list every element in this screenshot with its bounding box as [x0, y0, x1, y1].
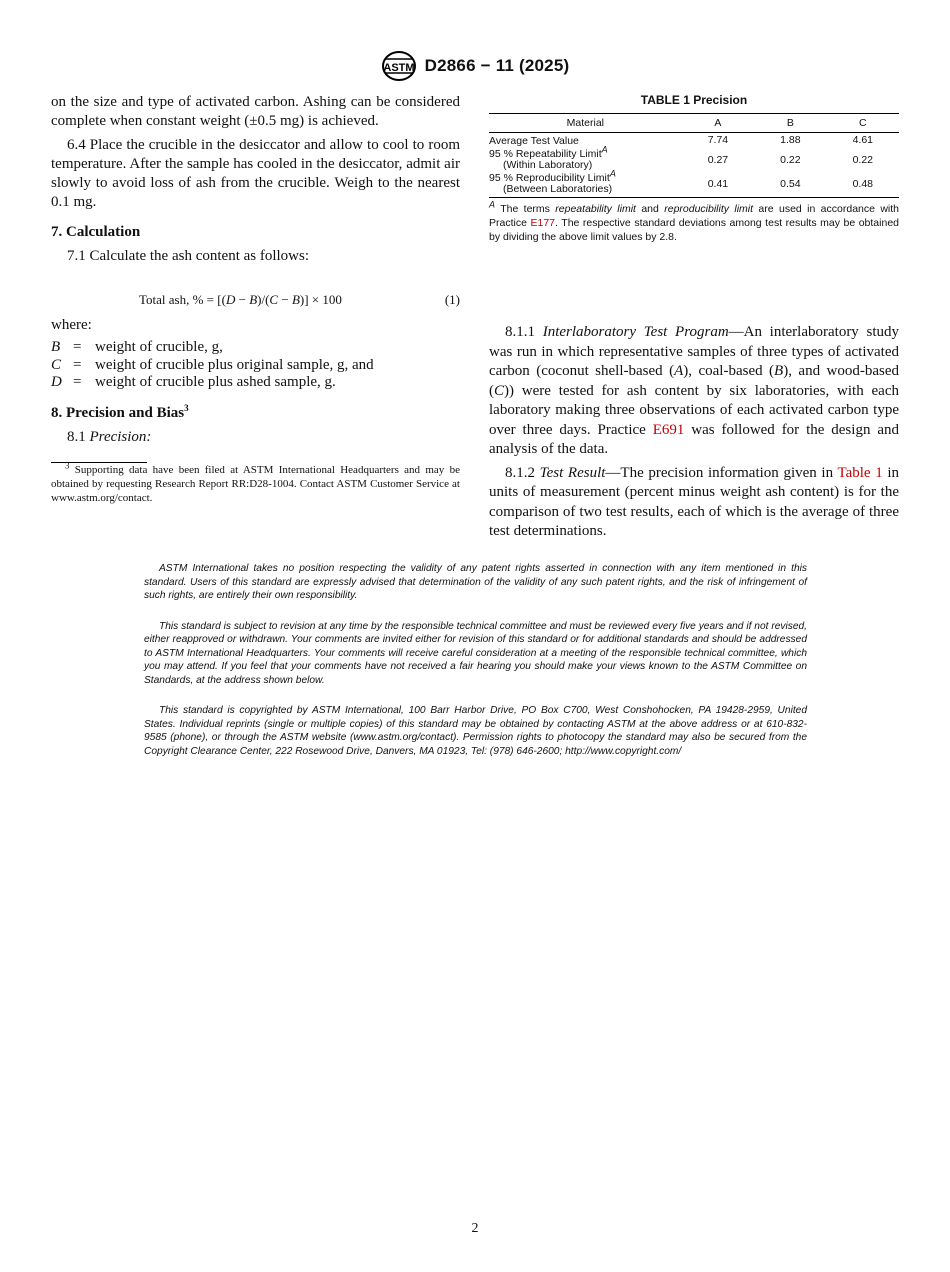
table-1-link[interactable]: Table 1 [837, 464, 883, 481]
table-header: C [827, 114, 899, 133]
copyright-notice: This standard is copyrighted by ASTM International, 100 Barr Harbor Drive, PO Box C700, West Conshohocken, PA 19428-2959, United States. Individual reprints (single or multiple copies) of this standard may be obtained by contacting ASTM at the above address or at 610-832-9585 (phone), or through the ASTM website (www.astm.org/contact). Permission rights to photocopy the standard may also be secured from the Copyright Clearance Center, 222 Rosewood Drive, Danvers, MA 01923, Tel: (978) 646-2600; http://www.copyright.com/ [144, 705, 807, 757]
astm-logo-icon [381, 50, 417, 82]
patent-notice: ASTM International takes no position respecting the validity of any patent rights asserted in connection with any item mentioned in this standard. Users of this standard are expressly advised that determination of the validity of any such patent rights, and the risk of infringement of such rights, are entirely their own responsibility. [144, 563, 807, 601]
document-id: D2866 − 11 (2025) [424, 56, 570, 75]
where-label: where: [51, 317, 92, 333]
left-column [51, 93, 460, 505]
table-header: B [754, 114, 826, 133]
table-row [489, 172, 899, 198]
definition-d: D = weight of crucible plus ashed sample, g. [51, 374, 336, 390]
definition-b: B = weight of crucible, g, [51, 339, 223, 355]
table-title: TABLE 1 Precision [640, 93, 748, 107]
paragraph-6-4: 6.4 Place the crucible in the desiccator and allow to cool to room temperature. After the sample has cooled in the desiccator, admit air slowly to avoid loss of ash from the crucible. Weigh to the nearest 0.1 mg. [51, 137, 460, 210]
e177-link[interactable]: E177 [530, 217, 556, 229]
table-footnote: $^A$ The terms repeatability limit and reproducibility limit are used in accordance with Practice E177. The respective standard deviations among test results may be obtained by dividing the above limit values by 2.8. [489, 199, 900, 243]
table-row [489, 148, 899, 172]
right-column-text [489, 323, 899, 546]
variable-definitions [51, 339, 460, 392]
table-header-row [489, 114, 899, 133]
table-cell: 0.48 [827, 172, 899, 198]
paragraph-8-1-2: 8.1.2 Test Result—The precision information given in Table 1 in units of measurement (percent minus weight ash content) is for the comparison of two test results, each of which is the average of three test determinations. [489, 464, 900, 539]
table-cell: 4.61 [852, 134, 873, 146]
table-row [489, 133, 899, 149]
table-cell: 0.27 [707, 153, 729, 166]
table-cell-label: Average Test Value [489, 135, 579, 147]
table-cell: 1.88 [780, 134, 801, 146]
svg-text:ASTM: ASTM [383, 62, 415, 74]
precision-table [489, 113, 899, 198]
page-number: 2 [471, 1221, 479, 1236]
table-cell: 0.22 [780, 153, 801, 166]
table-cell: 7.74 [707, 134, 729, 146]
section-8-heading: 8. Precision and Bias$^3$ [51, 402, 189, 421]
precision-table-block [489, 93, 899, 255]
footnote-3: $^3$ Supporting data have been filed at ASTM International Headquarters and may be obtained by requesting Research Report RR:D28-1004. Contact ASTM Customer Service at www.astm.org/contact. [51, 459, 460, 504]
table-header: A [682, 114, 754, 133]
astm-notices [144, 562, 807, 775]
e691-link[interactable]: E691 [652, 421, 685, 438]
paragraph-8-1-1: 8.1.1 Interlaboratory Test Program—An interlaboratory study was run in which representative samples of three types of activated carbon (coconut shell-based (A), coal-based (B), and wood-based (C)) were tested for ash content by six laboratories, with each laboratory making three observations of each activated carbon type over three days. Practice E691 was followed for the design and analysis of the data. [489, 324, 900, 457]
table-cell-label: 95 % Repeatability Limit$^A$ (Within Laboratory) [489, 144, 608, 171]
equation-1 [51, 290, 460, 312]
equation-number: (1) [444, 292, 460, 307]
table-header: Material [489, 114, 682, 133]
table-cell: 0.54 [754, 172, 826, 198]
paragraph-7-1: 7.1 Calculate the ash content as follows: [67, 248, 310, 264]
page-header [0, 50, 950, 82]
section-7-heading: 7. Calculation [51, 224, 141, 240]
paragraph-8-1: 8.1 Precision: [67, 428, 152, 445]
paragraph-6-3-continued: on the size and type of activated carbon. Ashing can be considered complete when constant weight (±0.5 mg) is achieved. [51, 94, 460, 129]
equation-body: Total ash, % = [(D − B)/(C − B)] × 100 [139, 292, 342, 307]
table-cell: 0.41 [682, 172, 754, 198]
definition-c: C = weight of crucible plus original sample, g, and [51, 356, 374, 373]
table-cell-label: 95 % Reproducibility Limit$^A$ (Between Laboratories) [489, 172, 682, 198]
revision-notice: This standard is subject to revision at any time by the responsible technical committee and must be reviewed every five years and if not revised, either reapproved or withdrawn. Your comments are invited either for revision of this standard or for additional standards and should be addressed to ASTM International Headquarters. Your comments will receive careful consideration at a meeting of the responsible technical committee, which you may attend. If you feel that your comments have not received a fair hearing you should make your views known to the ASTM Committee on Standards, at the address shown below. [144, 620, 807, 686]
table-cell: 0.22 [852, 153, 873, 166]
